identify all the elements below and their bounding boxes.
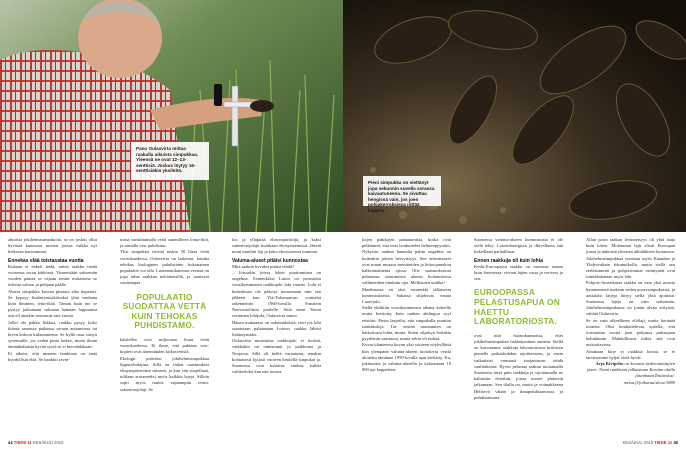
footer-right (623, 440, 678, 445)
paragraph: luo ja ylläpitää elinympäristöjä, ja kaksi sateenvarjolajit kuinkaan ekosysteemissä. Jäävät moni muulini laji ja koko ekosysteemi muuttuu. (232, 237, 321, 255)
paragraph: kojen paikkojen palautamista, koska ovat pelätäneet, että tieto houkuttelee helmenpyyntiin. (362, 237, 451, 249)
photo-caption-left: Panu Oulasvirta mittaa raakulla aikuista simpukkaa. Yleensä ne ovat 12–13-senttisiä. Joskus löytyy 16-senttisiäkin yksilöitä. (131, 142, 209, 180)
article-column-5 (474, 237, 563, 437)
paragraph: Ainakaan kirje ei raakkua kiosta, se ei tarvitsemme hyljät vielä hyvät. (586, 348, 675, 360)
paragraph: Allan parin raakun levinneisyys oli yhtä laaja kuin lohen. Molemmat lajit elivät Euroopan joissa ja näköisiä yhteisen alkulähteen luonnossa. Jokihelmisimpukkaa tavataan myös Kanadan ja Yhdysvaltain itärannikolla, mutta siellä sen eteläisimmät ja pohjoisimmat esiintymät ovat isäntäkalanaan myös lohi. (586, 237, 675, 280)
paragraph: Suomessa valuma-alueen kunnostuista ei ole vielä tehty. Luxembourgissa ja ilkivallassa sitä kokeillaan parhaillaan. (474, 237, 563, 255)
subheading: Valuma-alueet pitäisi kunnostaa (232, 257, 308, 264)
subheading: Ennekas elää toistasataa vuotta (8, 257, 84, 264)
paragraph: – Joissakin joissa lohen puuttuminen on ongelma. Esimerkiksi Luton on perustettu vuosikymmenen raakkujoki laki vaaran. Lohi ei kuitenkaan ole päässyt nousemaan niin sen jälkeen kun Ylä-Tulomanvan voimalat rakennettiin 1960-luvulla Simatein Neuvostoliiton puolelle. Siitä meni Tenon vernimen lohijoki, Oulasvirta sanoo. (232, 270, 321, 319)
paragraph: Mitä raakun hyväksi pitäisi tehdä? (232, 263, 294, 269)
paragraph: Aluvia simpukka kasvaa pitaasta aika nopeasti. Se kypsyy lisääntymisikäiseksi yhtä vanhana kuin ihminen, teini-ikää. Tämän kuin me se pystyy jatkamaan sukuaan hamaan loppuunsa asti eli ainakin seuraavat sata vuotta. (8, 288, 97, 319)
subheading: Ennen raakkuja oli kuin lohia (474, 257, 543, 264)
page-number-left: 44 (8, 440, 13, 445)
page-number-right: 45 (673, 440, 678, 445)
article-column-1 (8, 237, 97, 437)
paragraph: Se on vain alkeellinen eliölaji, mutta heränää tunteita. Ohsi houkuttelevaa ajatella, että toistasataa vuotta joen pohjassa pultaajaan kehittämän. Mahdollisuus tutkia sitä ovat uutisoitavissa. (586, 317, 675, 348)
pull-quote: EUROOPASSA PELASTUSAPUA ON HAETTU LABORATORIOSTA. (474, 287, 560, 327)
author-note: on Suomen tiedetoimittajien jäsen. Tämä raakkumi julkaistaan Kemian alalla jäsenhaun Riittävästi: metsa.fi/joikaraa/show/1889 (587, 361, 675, 385)
paragraph: Nykyisin raakun kannalta pahin ongelma on kuitenkin jokien hervyttsyys. Sen aiheuttaneet ovat muun muassa metsäteiden ja hiitoojamekon halkeamatneina ojissa. Oliv saasmokeavaa puhtaassa saastumista alueen hoitamisessa vallinneiden niinkuin ojia. Melkoinen urakka! (362, 249, 451, 286)
author-signature (586, 361, 675, 386)
photo-researcher-measuring-mussel (0, 0, 343, 232)
paragraph: aikuista jokihelmisimpukoita, se on joskus ollut hyvässä kunnossa monen joessa vaikka nyt heikossa huonommat. (8, 237, 97, 255)
paragraph: Hänen mukaansa on todennäköistä, ettei jos lohi saaatetaan palaamaan Lutoon, raakku lähtisi lisääntymään. (232, 319, 321, 338)
magazine-name-right: TIEDE 11 (654, 440, 673, 445)
article-column-2 (120, 237, 209, 437)
paragraph: tonsa suodattamalla vettä suunnilleen loma-liträ, ja samalla vesi puhdistuu. (120, 237, 209, 249)
article-column-6 (586, 237, 675, 437)
paragraph: Oulasvirta muistuttaa raakkujoki ei tiedetä, vaikkakin on onnistunut jo paikkuuta ja Norjassa. Sillä oli heiltä varautuisa, tenakin kohtaisesti kyljisii vuoteen keskellä simpukat ja. Suomessa ovat kalastus vanhaa kaikki vaihtoehdot kun näe nostoa (232, 338, 321, 375)
paragraph: Keski-Euroopassa raakku on vaarassa samaa kuin Suomessa: vieraat lajien vasta ja verivesi jo sen. (474, 263, 563, 282)
paragraph: Jollei ole pakko liikkua, raakku pysyy koko ikänsä samassa paikassa soraan auttamossa tai kiven koloon kiilautuneena. Se kyllä osaa siirtyä syventaille, jos veden pinta laskee, mutta ilman tämänkaltaista hyvää syytä se ei hievahdakaan. (8, 319, 97, 350)
photo-caption-right: Pieni simpukka on viettänyt jopa sekunnin suvella sorassa kaivautuneena. Se sivuttaa hengissä vain, jos joen pohjakerroksissa riittää happea. (363, 176, 441, 206)
paragraph: Siellä ehdittiin vuosikymmenen aikana kokeilla mutta kerriotta, kuin raakun ahdingon syyt etsittiin. Ensin laajoilta, että simpukalla puuttuu isäntäkaloja. Tai- ensinä muutamien on katkottusta lohta, mutta. Sitten vilpittyä Sottakia pyydettiin saastussa, mutta sekin oli turhaa. (362, 305, 451, 342)
paragraph: Maailmassa on yksi esimerkki tällaisesta kunnostuksesta. Sakassa siljafisvar vastaa Luxerjoki. (362, 286, 451, 305)
paragraph: käsitellee viisi miljoonaa litraa vettä vuorokaudessa. Ei ihme, että puhtaan vesi-kopteri ovat ääremättäen kirkasvetisiä. (120, 337, 209, 355)
pull-quote: POPULAATIO SUODATTAA VETTÄ KUIN TEHOKAS PUHDISTAMO. (122, 291, 207, 331)
article-column-3 (232, 237, 321, 437)
paragraph: Yksi simpukka siivittä tuskin 50 litraa vettä vuorokaudessa. Oulasvirta on laskenut, kuinka tehokas biologinen puhdistamo kokonainen populaatio voi olla. Luonnontilainensa vesissä on jopa tuhat raakkua neliömetrillä, ja saattavat suodattajaa (120, 249, 209, 286)
paragraph: Pohjois-Amerikassa raakku on vain yksi useista kymmenestä makean veden nuorvsimpukoista, ja aasialalsi laijeja liitryy siellä yhtä ajoittain. Suomessa lajeja on vain seitsemän. Jokihelmisimpukassa on jotain alvan erityistä, väittää Oulasvirta. (586, 280, 675, 317)
footer-left (8, 440, 63, 445)
author-name: Arja Kivipelto (595, 361, 624, 367)
paragraph: ovat niin huonokunnaisia, ettei jokihelmisimpukan lisääntyminen onnistu. Siellä on kasvattanut raakkuja laboratoriossa kriittisen pienelle poikaskohdan rajoitteeseen, ja ensin vaikuttaisi varmasti suojautuvan tehdä vaalitahonsa. Hyvin pelastaa raakun tuottamalla Suomessa tässä päin raakkuja ja sijoittamalla ne kaltaisiin ehtoihin, joissa nuoret pääsevät jatkamaan. Sen tilalla on, mutta ja voimakkeena Helisevä vähän ja ilmapuhdistamossa ja puhdistamona. (474, 332, 563, 400)
researcher-illustration (0, 0, 343, 232)
paragraph: Kuvat tilanteessa kuvan yksi vuoteen nöyhylläisä kun ylempänä valuma-alueen hoitokerta veistä aloitettu tämänne 1950-luvulla ajan kieltätty. Ku, jokitaseita ja valuma-alueella ja kalastetaan 10 000 nyt kappaleen. (362, 342, 451, 373)
paragraph: Ei aikeisi, että meneen lainkinaa on enää hyödyllisiä elää. Se hankkii ravin- (8, 350, 97, 362)
issue-date-right: KESÄKUU 2015 (622, 440, 654, 445)
paragraph: Kukaan ei enkeli tiedä, miten raakku tietää vuosensa soran kätkössä. Viimeistään seitsemän vuoden päästä se vajaan sentin mittaisena se tulevaa valoon ja pohjaan päälle. (8, 263, 97, 288)
magazine-name-left: TIEDE 11 (13, 440, 32, 445)
issue-date-left: KESÄKUU 2015 (32, 440, 64, 445)
paragraph: Ekologit pitäviksi jokihelmisimpukkaa lipputalvalajina. Sillä on tiukat vaatimukset elinympäristönsä suhteen, ja kun sitä suojellaan, tulilaan aurtaneeksi myös kaikkia lajeja. Silloin sopii myös tuntea vapaampiin termi: sateenvarjolaji. Se (120, 355, 209, 392)
article-column-4 (362, 237, 451, 437)
